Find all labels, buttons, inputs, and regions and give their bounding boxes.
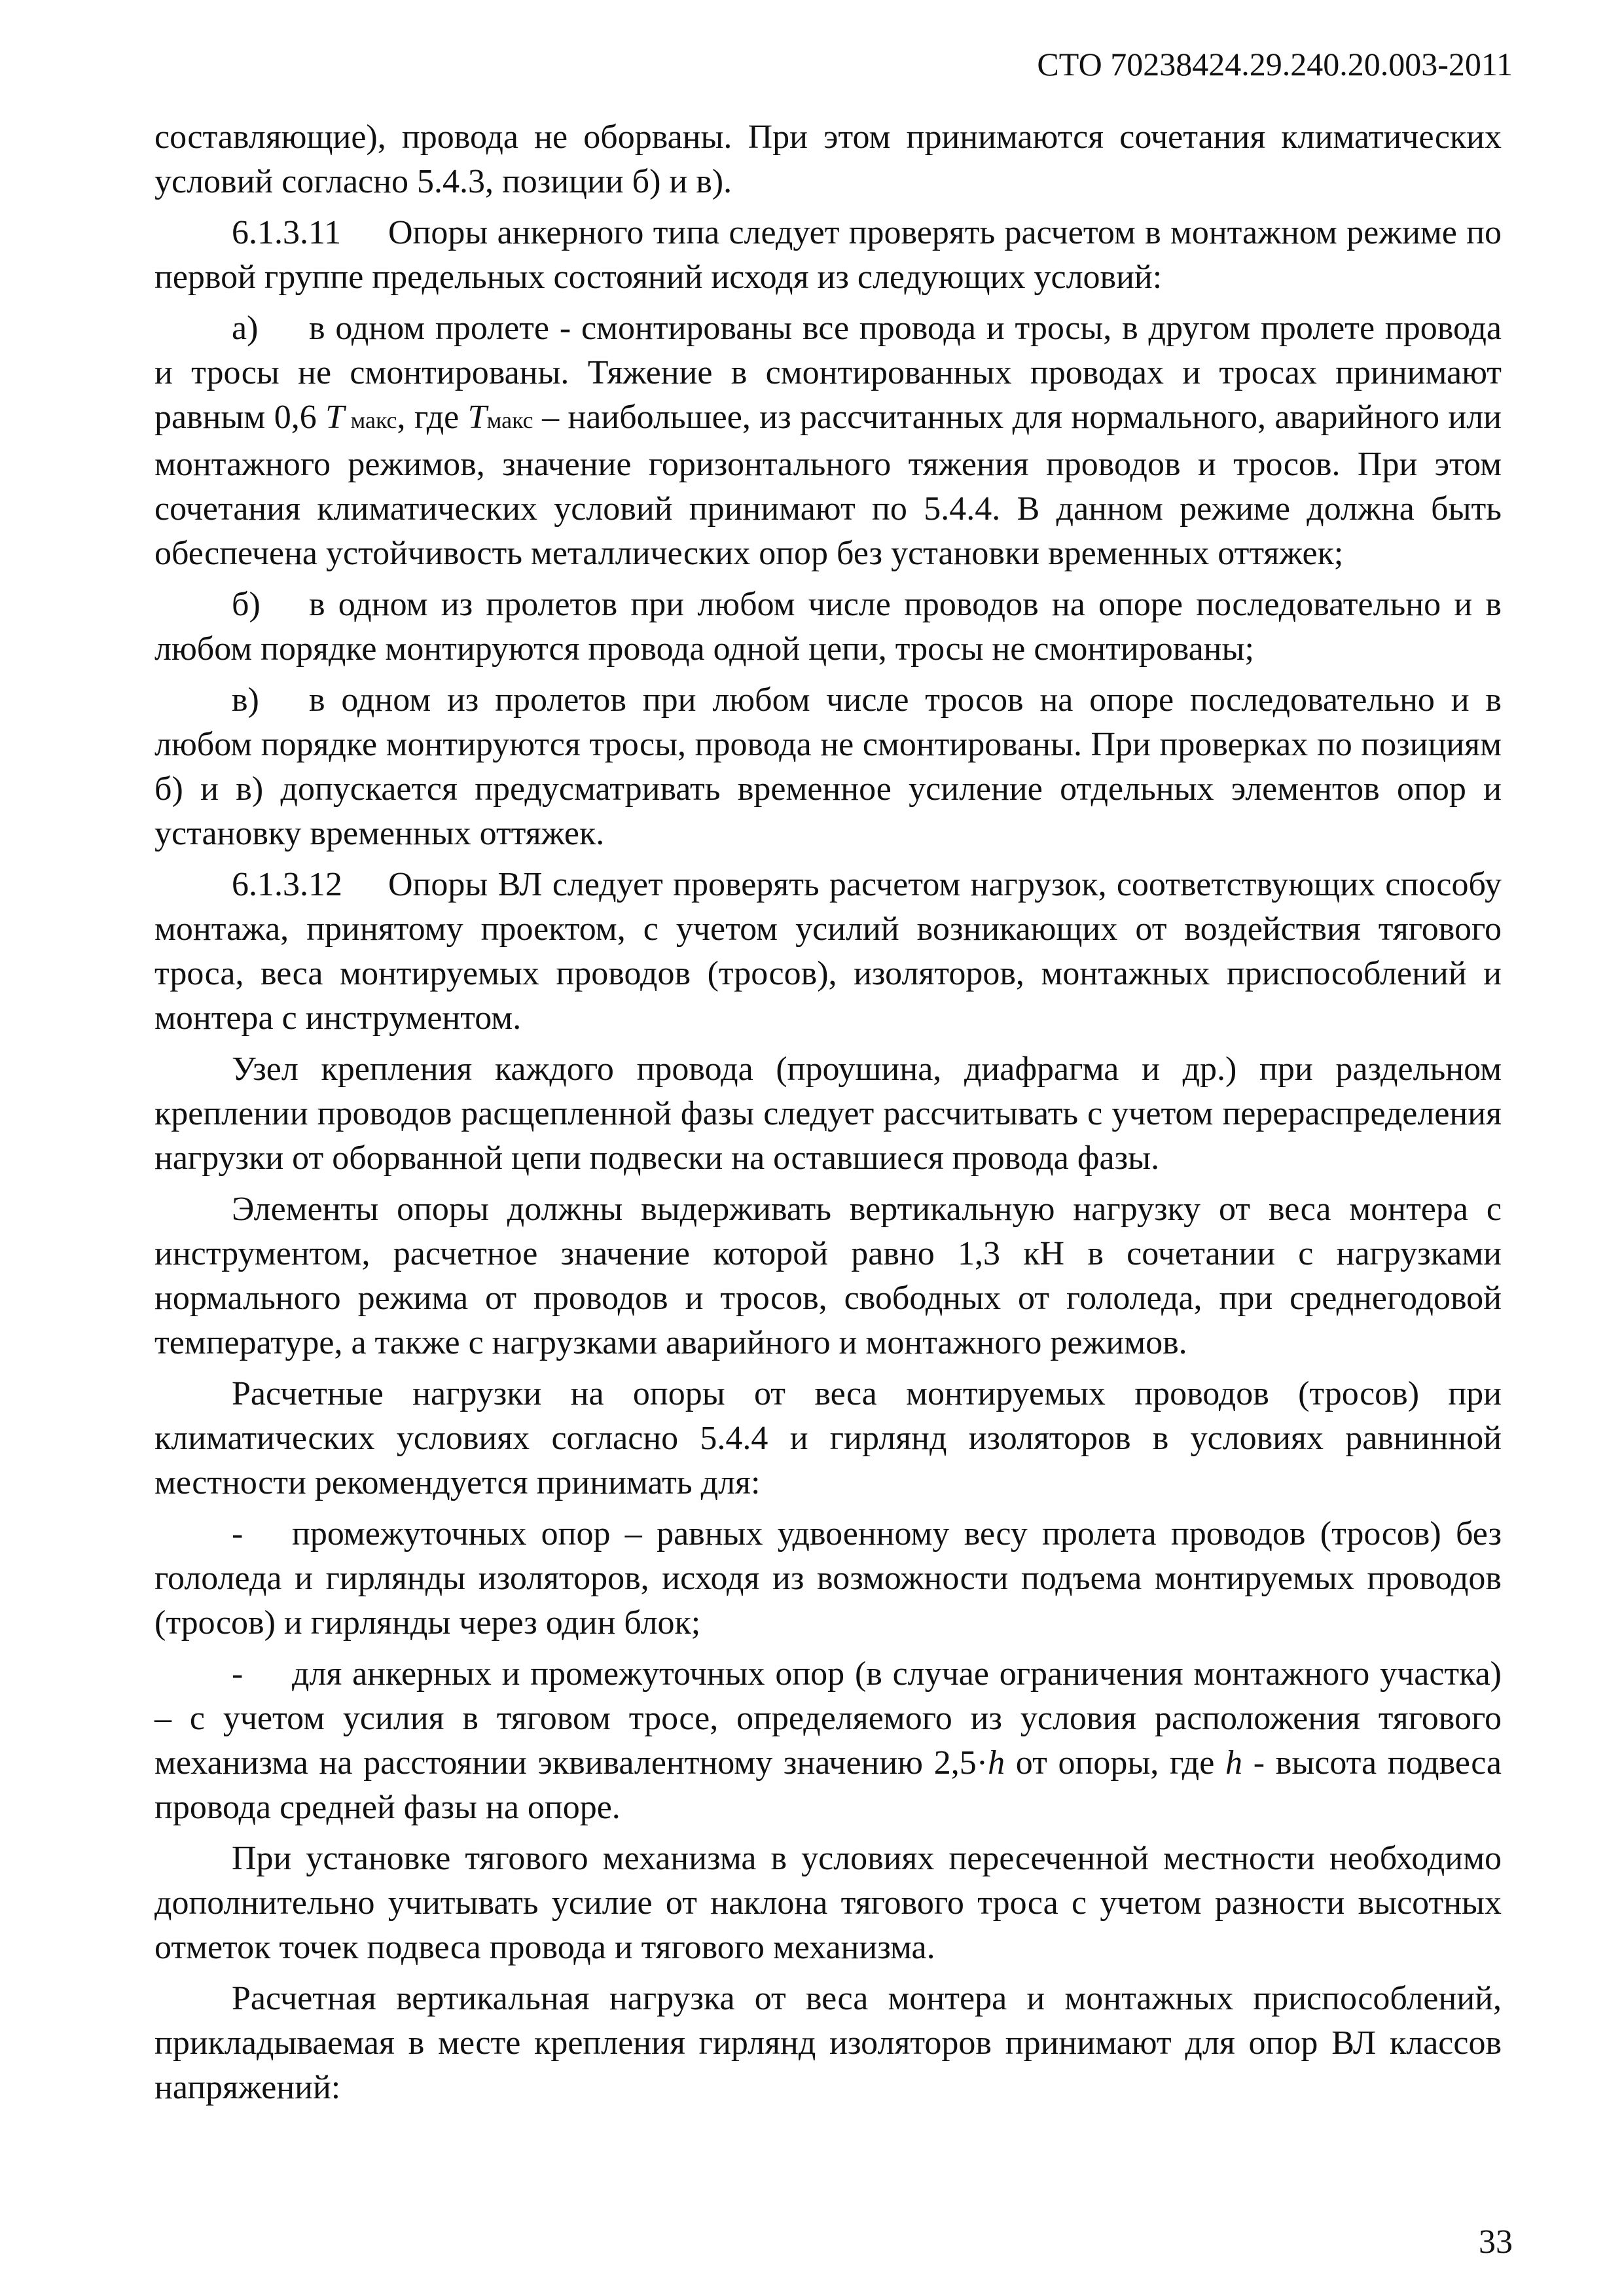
clause-6-1-3-11 xyxy=(154,211,1502,300)
list-item-b xyxy=(154,583,1502,672)
paragraph-text: в одном пролете - смонтированы все провода и тросы, в другом пролете провода и тросы не смонтированы. Тяжение в смонтированных проводах и тросах принимают равным 0,6 xyxy=(154,310,1502,436)
clause-6-1-3-12 xyxy=(154,863,1502,1041)
paragraph-text: Опоры ВЛ следует проверять расчетом нагрузок, соответствующих способу монтажа, принятому проектом, с учетом усилий возникающих от воздействия тягового троса, веса монтируемых проводов (тросов), изоляторов, монтажных приспособлений и монтера с инструментом. xyxy=(154,866,1502,1037)
formula-symbol: T xyxy=(325,399,345,436)
paragraph-text: Расчетные нагрузки на опоры от веса монтируемых проводов (тросов) при климатических условиях согласно 5.4.4 и гирлянд изоляторов в условиях равнинной местности рекомендуется принимать для: xyxy=(154,1375,1502,1501)
page-number: 33 xyxy=(1479,2223,1513,2261)
list-letter: б) xyxy=(232,586,261,623)
formula-subscript: макс xyxy=(344,407,397,433)
paragraph-text: При установке тягового механизма в условиях пересеченной местности необходимо дополнительно учитывать усилие от наклона тягового троса с учетом разности высотных отметок точек подвеса провода и тягового механизма. xyxy=(154,1840,1502,1966)
paragraph-text: Опоры анкерного типа следует проверять расчетом в монтажном режиме по первой группе предельных состояний исходя из следующих условий: xyxy=(154,214,1502,296)
paragraph xyxy=(154,1372,1502,1505)
clause-number: 6.1.3.11 xyxy=(232,214,342,251)
paragraph-text: от опоры, где xyxy=(1015,1744,1215,1782)
clause-number: 6.1.3.12 xyxy=(232,866,342,903)
list-item-v xyxy=(154,678,1502,856)
paragraph xyxy=(154,1837,1502,1970)
list-letter: а) xyxy=(232,310,259,347)
formula-subscript: макс xyxy=(486,407,533,433)
paragraph-text: - высота подвеса провода средней фазы на опоре. xyxy=(154,1744,1502,1826)
paragraph-text: в одном из пролетов при любом числе тросов на опоре последовательно и в любом порядке монтируются тросы, провода не смонтированы. При проверках по позициям б) и в) допускается предусматривать временное усиление отдельных элементов опор и установку временных оттяжек. xyxy=(154,681,1502,852)
list-letter: в) xyxy=(232,681,259,719)
paragraph-text: Элементы опоры должны выдерживать вертикальную нагрузку от веса монтера с инструментом, расчетное значение которой равно 1,3 кН в сочетании с нагрузками нормального режима от проводов и тросов, свободных от гололеда, при среднегодовой температуре, а также с нагрузками аварийного и монтажного режимов. xyxy=(154,1191,1502,1361)
paragraph-text: составляющие), провода не оборваны. При этом принимаются сочетания климатических условий согласно 5.4.3, позиции б) и в). xyxy=(154,118,1502,200)
formula-symbol: h xyxy=(1225,1744,1243,1782)
dash-list-item xyxy=(154,1512,1502,1645)
paragraph xyxy=(154,1047,1502,1181)
paragraph-text: для анкерных и промежуточных опор (в случае ограничения монтажного участка) – с учетом усилия в тяговом тросе, определяемого из условия расположения тягового механизма на расстоянии эквивалентному значению 2,5· xyxy=(154,1655,1502,1782)
list-dash: - xyxy=(232,1515,244,1552)
paragraph-text: Расчетная вертикальная нагрузка от веса монтера и монтажных приспособлений, прикладываемая в месте крепления гирлянд изоляторов принимают для опор ВЛ классов напряжений: xyxy=(154,1980,1502,2106)
paragraph-text: Узел крепления каждого провода (проушина, диафрагма и др.) при раздельном креплении проводов расщепленной фазы следует рассчитывать с учетом перераспределения нагрузки от оборванной цепи подвески на оставшиеся провода фазы. xyxy=(154,1050,1502,1177)
dash-list-item xyxy=(154,1652,1502,1830)
formula-symbol: T xyxy=(467,399,487,436)
document-body xyxy=(154,115,1502,2110)
document-code-header: СТО 70238424.29.240.20.003-2011 xyxy=(1037,46,1513,82)
paragraph xyxy=(154,1187,1502,1365)
list-item-a xyxy=(154,306,1502,576)
paragraph-text: в одном из пролетов при любом числе проводов на опоре последовательно и в любом порядке монтируются провода одной цепи, тросы не смонтированы; xyxy=(154,586,1502,668)
list-dash: - xyxy=(232,1655,244,1693)
paragraph-text: , где xyxy=(397,399,460,436)
paragraph-text: – наибольшее, из рассчитанных для нормального, аварийного или монтажного режимов, значение горизонтального тяжения проводов и тросов. При этом сочетания климатических условий принимают по 5.4.4. В данном режиме должна быть обеспечена устойчивость металлических опор без установки временных оттяжек; xyxy=(154,399,1502,572)
paragraph-text: промежуточных опор – равных удвоенному весу пролета проводов (тросов) без гололеда и гирлянды изоляторов, исходя из возможности подъема монтируемых проводов (тросов) и гирлянды через один блок; xyxy=(154,1515,1502,1641)
paragraph xyxy=(154,115,1502,204)
paragraph xyxy=(154,1977,1502,2110)
formula-symbol: h xyxy=(988,1744,1005,1782)
